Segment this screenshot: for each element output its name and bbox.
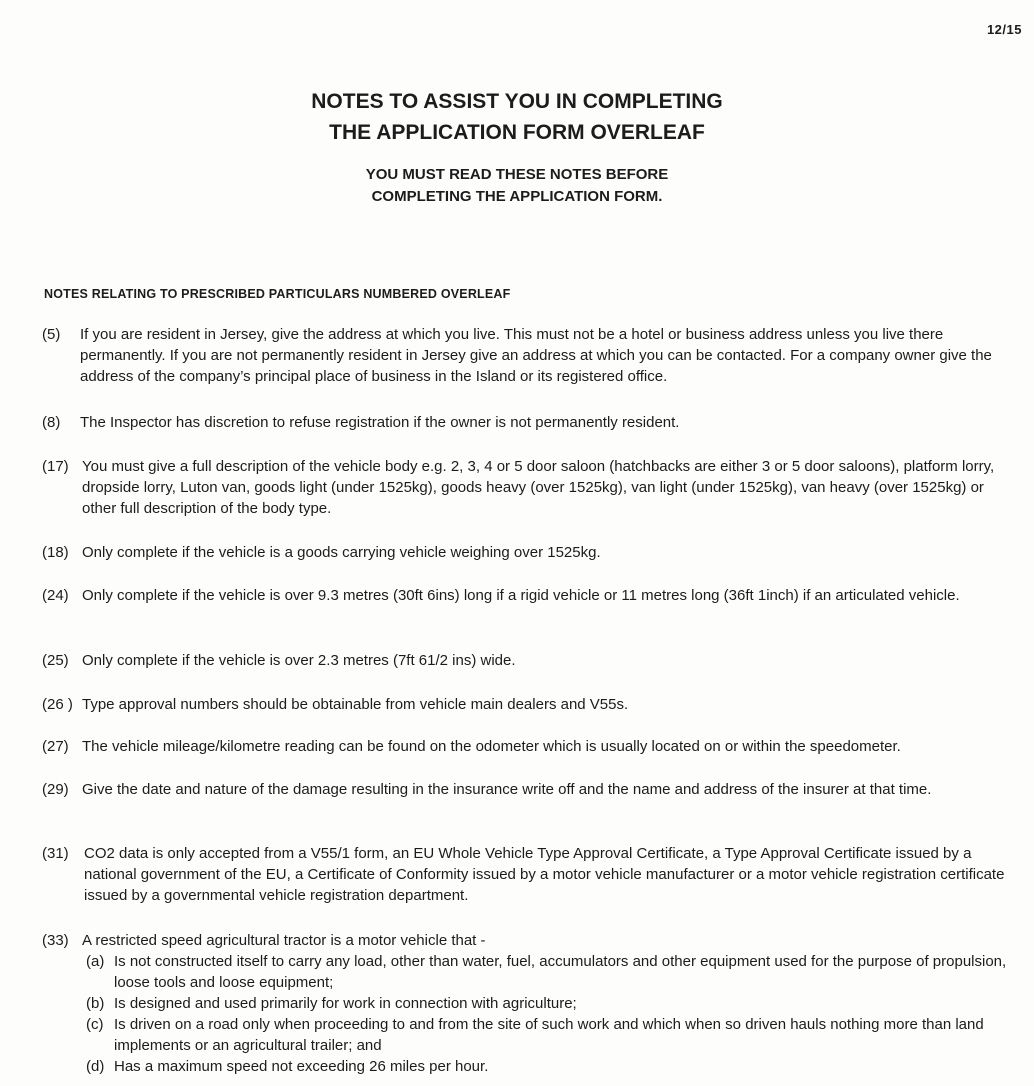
- page-number: 12/15: [986, 22, 1022, 37]
- title-line-1: NOTES TO ASSIST YOU IN COMPLETING: [311, 90, 723, 113]
- item-text: Has a maximum speed not exceeding 26 miles per hour.: [114, 1058, 489, 1075]
- subtitle-line-2: COMPLETING THE APPLICATION FORM.: [371, 188, 663, 205]
- note-17: [42, 456, 1017, 519]
- note-text: Only complete if the vehicle is over 2.3 metres (7ft 61/2 ins) wide.: [82, 652, 516, 669]
- item-label: (c): [86, 1016, 104, 1033]
- note-number: (33): [42, 932, 69, 949]
- item-text: Is not constructed itself to carry any load, other than water, fuel, accumulators and other equipment used for the purpose of propulsion, loose tools and loose equipment;: [114, 953, 1007, 991]
- note-number: (17): [42, 458, 69, 475]
- note-text: A restricted speed agricultural tractor is a motor vehicle that -: [82, 932, 486, 949]
- note-8: [42, 412, 1017, 433]
- note-25: [42, 650, 1017, 671]
- note-33-item-a: [42, 951, 1017, 993]
- note-number: (24): [42, 587, 69, 604]
- note-33: [42, 930, 1017, 1077]
- note-number: (27): [42, 738, 69, 755]
- note-text: If you are resident in Jersey, give the address at which you live. This must not be a hotel or business address unless you live there permanently. If you are not permanently resident in Jersey give an address at which you can be contacted. For a company owner give the address of the company’s principal place of business in the Island or its registered office.: [80, 326, 992, 385]
- note-number: (25): [42, 652, 69, 669]
- note-text: The vehicle mileage/kilometre reading can be found on the odometer which is usually located on or within the speedometer.: [82, 738, 901, 755]
- note-33-item-d: [42, 1056, 1017, 1077]
- note-text: Type approval numbers should be obtainable from vehicle main dealers and V55s.: [82, 696, 629, 713]
- item-text: Is designed and used primarily for work in connection with agriculture;: [114, 995, 577, 1012]
- note-31: [42, 843, 1017, 906]
- note-18: [42, 542, 1017, 563]
- note-33-item-c: [42, 1014, 1017, 1056]
- item-text: Is driven on a road only when proceeding to and from the site of such work and which when so driven hauls nothing more than land implements or an agricultural trailer; and: [114, 1016, 984, 1054]
- note-24: [42, 585, 1017, 606]
- note-text: CO2 data is only accepted from a V55/1 form, an EU Whole Vehicle Type Approval Certificate, a Type Approval Certificate issued by a national government of the EU, a Certificate of Conformity issued by a motor vehicle manufacturer or a motor vehicle registration certificate issued by a governmental vehicle registration department.: [84, 845, 1005, 904]
- note-number: (31): [42, 845, 69, 862]
- note-text: You must give a full description of the vehicle body e.g. 2, 3, 4 or 5 door saloon (hatchbacks are either 3 or 5 door saloons), platform lorry, dropside lorry, Luton van, goods light (under 1525kg), goods heavy (over 1525kg), van light (under 1525kg), van heavy (over 1525kg) or other full description of the body type.: [82, 458, 995, 517]
- note-29: [42, 779, 1017, 800]
- note-text: Give the date and nature of the damage resulting in the insurance write off and the name and address of the insurer at that time.: [82, 781, 932, 798]
- note-text: Only complete if the vehicle is over 9.3 metres (30ft 6ins) long if a rigid vehicle or 11 metres long (36ft 1inch) if an articulated vehicle.: [82, 587, 960, 604]
- note-27: [42, 736, 1017, 757]
- page-title: [0, 86, 1034, 148]
- note-text: Only complete if the vehicle is a goods carrying vehicle weighing over 1525kg.: [82, 544, 601, 561]
- note-number: (26 ): [42, 696, 73, 713]
- item-label: (b): [86, 995, 105, 1012]
- note-33-item-b: [42, 993, 1017, 1014]
- note-26: [42, 694, 1017, 715]
- note-number: (29): [42, 781, 69, 798]
- note-number: (8): [42, 414, 61, 431]
- item-label: (a): [86, 953, 105, 970]
- section-heading: NOTES RELATING TO PRESCRIBED PARTICULARS NUMBERED OVERLEAF: [44, 287, 511, 301]
- page-subtitle: [0, 164, 1034, 208]
- note-5: [42, 324, 1017, 387]
- subtitle-line-1: YOU MUST READ THESE NOTES BEFORE: [365, 166, 669, 183]
- note-text: The Inspector has discretion to refuse registration if the owner is not permanently resident.: [80, 414, 680, 431]
- title-line-2: THE APPLICATION FORM OVERLEAF: [329, 121, 705, 144]
- note-number: (5): [42, 326, 61, 343]
- item-label: (d): [86, 1058, 105, 1075]
- note-number: (18): [42, 544, 69, 561]
